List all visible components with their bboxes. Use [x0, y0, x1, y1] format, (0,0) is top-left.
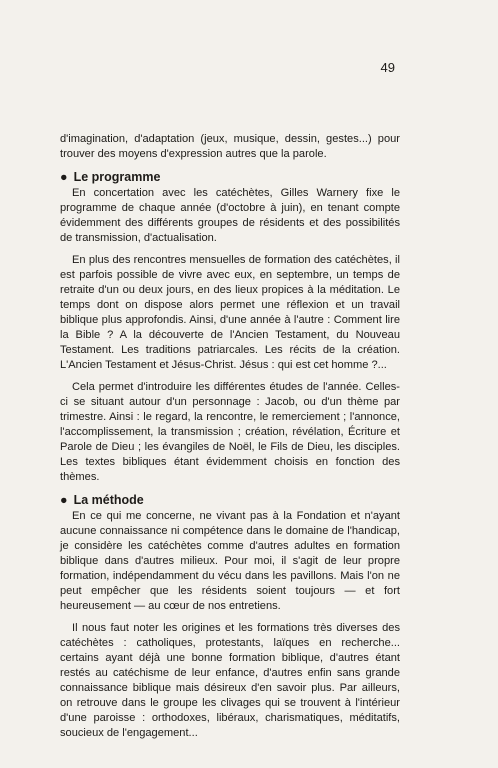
paragraph: En concertation avec les catéchètes, Gilles Warnery fixe le programme de chaque année (d'octobre à juin), en tenant compte évidemment des différents groupes de résidents et des possibilités de transmission, d'actualisation. — [60, 187, 400, 244]
paragraph: En plus des rencontres mensuelles de formation des catéchètes, il est parfois possible de vivre avec eux, en septembre, un temps de retraite d'un ou deux jours, en des lieux propices à la méditation. Le temps dont on dispose alors permet une réflexion et un travail biblique plus approfondis. Ainsi, d'une année à l'autre : Comment lire la Bible ? A la découverte de l'Ancien Testament, du Nouveau Testament. Les traditions patriarcales. Les récits de la création. L'Ancien Testament et Jésus-Christ. Jésus : qui est cet homme ?... — [60, 254, 400, 371]
paragraph: Il nous faut noter les origines et les formations très diverses des catéchètes : catholiques, protestants, laïques en recherche... certains ayant déjà une bonne formation biblique, d'autres étant restés au catéchisme de leur enfance, d'autres enfin sans grande connaissance biblique mais désireux d'en savoir plus. Par ailleurs, on retrouve dans le groupe les clivages qui se trouvent à l'intérieur d'une paroisse : orthodoxes, libéraux, charismatiques, méditatifs, soucieux de l'engagement... — [60, 622, 400, 739]
section-title: Le programme — [73, 170, 161, 184]
intro-paragraph: d'imagination, d'adaptation (jeux, musique, dessin, gestes...) pour trouver des moyens d'expression autres que la parole. — [60, 133, 400, 160]
paragraph: Cela permet d'introduire les différentes études de l'année. Celles-ci se situant autour d'un personnage : Jacob, ou d'un thème par trimestre. Ainsi : le regard, la rencontre, le remerciement ; l'annonce, l'accomplissement, la transmission ; création, révélation, Écriture et Parole de Dieu ; les évangiles de Noël, le Fils de Dieu, les disciples. Les textes bibliques étant évidemment choisis en fonction des thèmes. — [60, 381, 400, 483]
section-title: La méthode — [73, 493, 144, 507]
page-number: 49 — [380, 60, 395, 75]
bullet-icon: ● — [60, 493, 68, 507]
section-heading-programme — [60, 170, 400, 185]
bullet-icon: ● — [60, 170, 68, 184]
section-heading-methode — [60, 493, 400, 508]
page-body — [60, 132, 400, 741]
paragraph: En ce qui me concerne, ne vivant pas à la Fondation et n'ayant aucune connaissance ni compétence dans le domaine de l'handicap, je considère les catéchètes comme d'autres adultes en formation biblique dans d'autres milieux. Pour moi, il s'agit de leur propre formation, indépendamment du vécu dans les pavillons. Mais l'on ne peut empêcher que les résidents soient toujours — et fort heureusement — au cœur de nos entretiens. — [60, 510, 400, 612]
